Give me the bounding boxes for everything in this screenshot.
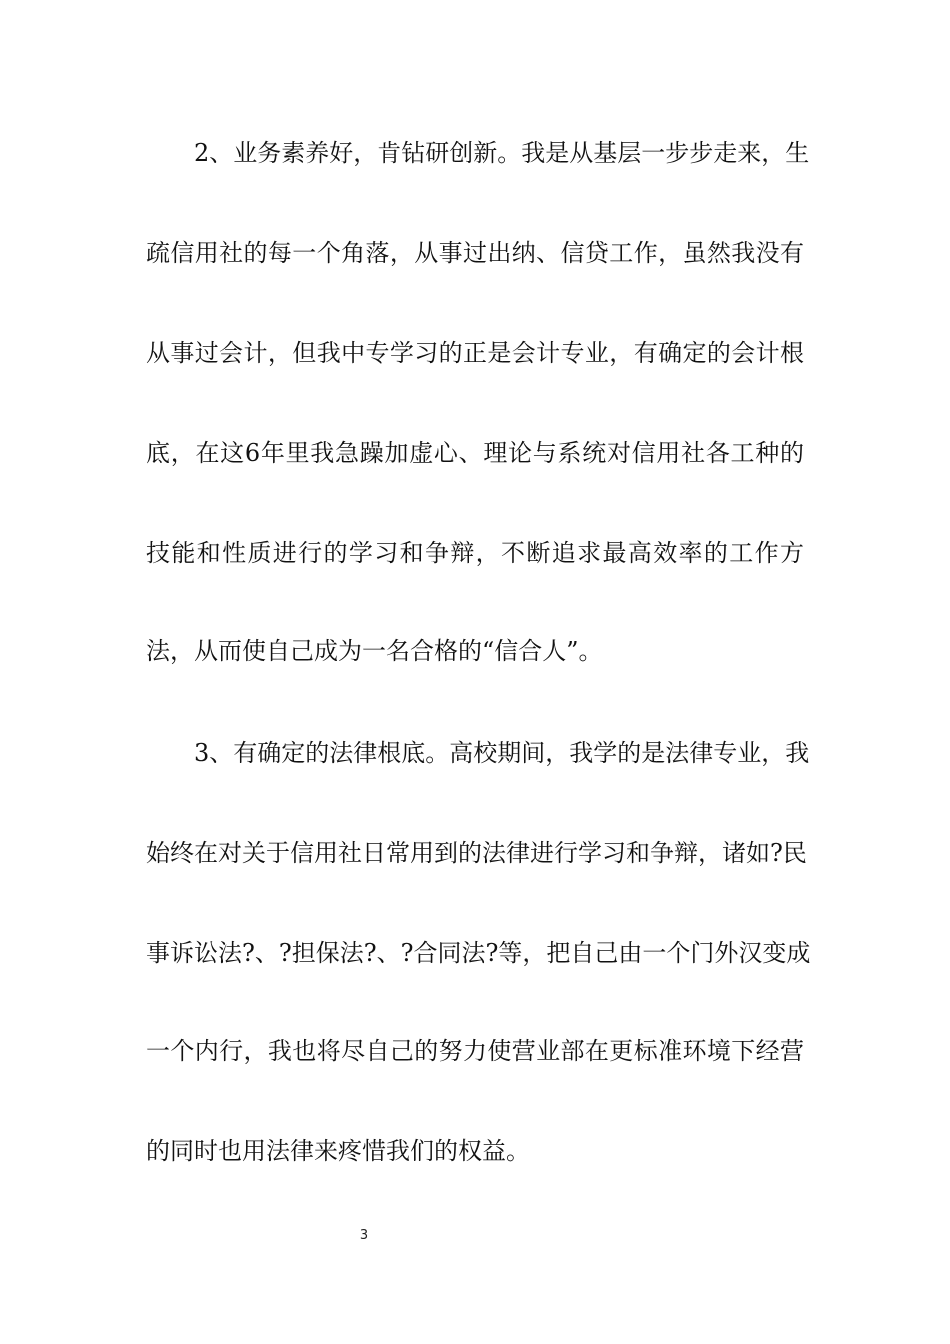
paragraph-line: 从事过会计，但我中专学习的正是会计专业，有确定的会计根	[146, 339, 804, 367]
page-number: 3	[359, 1228, 369, 1243]
paragraph-line: 2、业务素养好，肯钻研创新。我是从基层一步步走来，生	[194, 139, 810, 167]
paragraph-line: 3、有确定的法律根底。高校期间，我学的是法律专业，我	[194, 739, 810, 767]
paragraph-line: 事诉讼法?、?担保法?、?合同法?等，把自己由一个门外汉变成	[146, 939, 811, 967]
paragraph-line: 的同时也用法律来疼惜我们的权益。	[146, 1137, 530, 1165]
paragraph-line: 技能和性质进行的学习和争辩，不断追求最高效率的工作方	[146, 539, 804, 567]
paragraph-line: 法，从而使自己成为一名合格的“信合人”。	[146, 637, 603, 665]
paragraph-line: 一个内行，我也将尽自己的努力使营业部在更标准环境下经营	[146, 1037, 804, 1065]
paragraph-line: 底，在这6年里我急躁加虚心、理论与系统对信用社各工种的	[146, 439, 804, 467]
paragraph-line: 始终在对关于信用社日常用到的法律进行学习和争辩，诸如?民	[146, 839, 807, 867]
paragraph-line: 疏信用社的每一个角落，从事过出纳、信贷工作，虽然我没有	[146, 239, 804, 267]
